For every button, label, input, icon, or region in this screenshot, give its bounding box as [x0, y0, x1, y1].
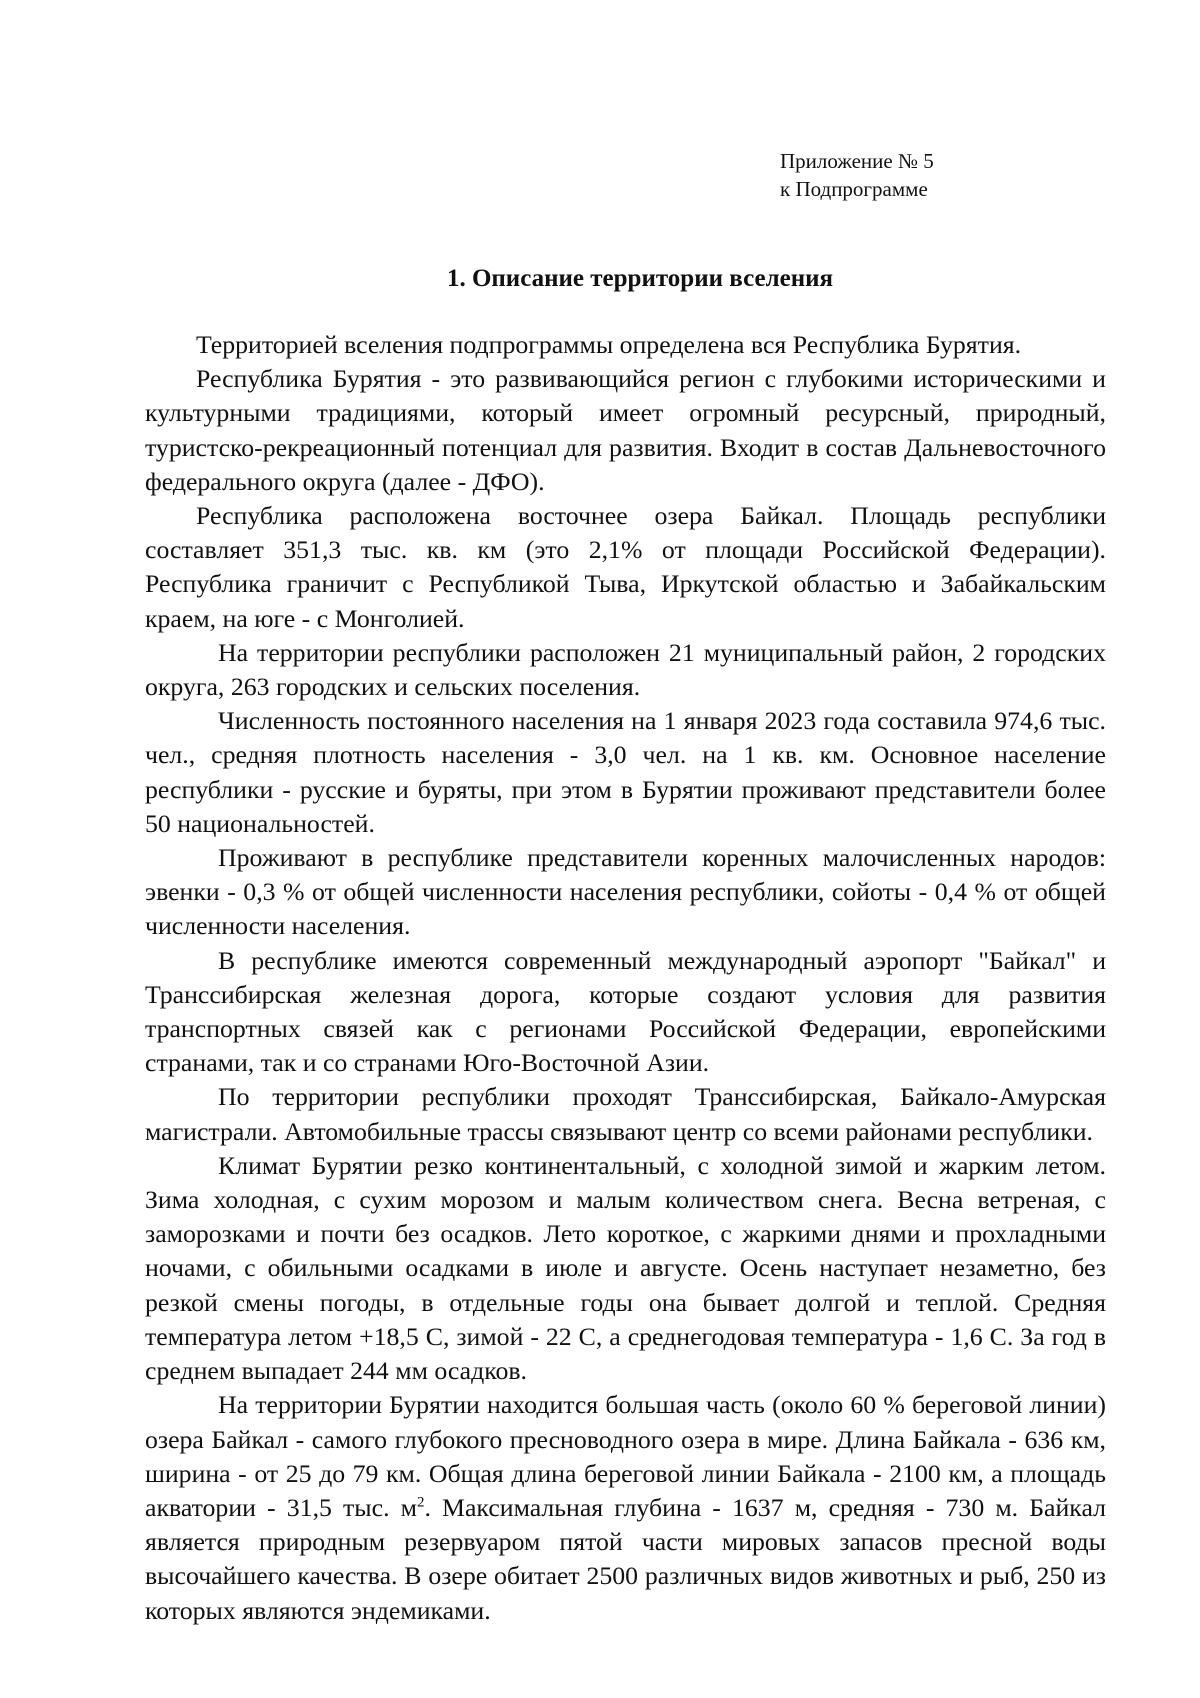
paragraph-5: Численность постоянного населения на 1 января 2023 года составила 974,6 тыс. чел., средняя плотность населения - 3,0 чел. на 1 кв. км. Основное население республики - русские и буряты, при этом в Бурятии проживают представители более 50 национальностей.: [145, 706, 1106, 838]
body-text: [145, 328, 1106, 1628]
paragraph-10-text-a: На территории Бурятии находится большая часть (около 60 % береговой линии) озера Байкал - самого глубокого пресноводного озера в мире. Длина Байкала - 636 км, ширина - от 25 до 79 км. Общая длина береговой линии Байкала - 2100 км, а площадь акватории - 31,5 тыс. м: [145, 1390, 1106, 1522]
paragraph-4: На территории республики расположен 21 муниципальный район, 2 городских округа, 263 городских и сельских поселения.: [145, 637, 1106, 702]
paragraph-10-text-b: . Максимальная глубина - 1637 м, средняя - 730 м. Байкал является природным резервуаром пятой части мировых запасов пресной воды высочайшего качества. В озере обитает 2500 различных видов животных и рыб, 250 из которых являются эндемиками.: [145, 1492, 1106, 1625]
square-superscript: 2: [416, 1494, 425, 1511]
paragraph-3: Республика расположена восточнее озера Байкал. Площадь республики составляет 351,3 тыс. кв. км (это 2,1% от площади Российской Федерации). Республика граничит с Республикой Тыва, Иркутской областью и Забайкальским краем, на юге - с Монголией.: [145, 501, 1106, 633]
paragraph-1: Территорией вселения подпрограммы определена вся Республика Бурятия.: [196, 330, 1022, 359]
paragraph-10: [145, 1388, 1106, 1627]
paragraph-8: По территории республики проходят Транссибирская, Байкало-Амурская магистрали. Автомобильные трассы связывают центр со всеми районами республики.: [145, 1082, 1106, 1146]
section-title: 1. Описание территории вселения: [446, 265, 834, 292]
paragraph-9: Климат Бурятии резко континентальный, с холодной зимой и жарким летом. Зима холодная, с сухим морозом и малым количеством снега. Весна ветреная, с заморозками и почти без осадков. Лето короткое, с жаркими днями и прохладными ночами, с обильными осадками в июле и августе. Осень наступает незаметно, без резкой смены погоды, в отдельные годы она бывает долгой и теплой. Средняя температура летом +18,5 С, зимой - 22 С, а среднегодовая температура - 1,6 С. За год в среднем выпадает 244 мм осадков.: [145, 1150, 1106, 1386]
appendix-number: Приложение № 5: [780, 149, 934, 173]
appendix-label: [780, 147, 934, 203]
paragraph-7: В республике имеются современный международный аэропорт "Байкал" и Транссибирская железная дорога, которые создают условия для развития транспортных связей как с регионами Российской Федерации, европейскими странами, так и со странами Юго-Восточной Азии.: [145, 945, 1106, 1078]
appendix-reference: к Подпрограмме: [780, 177, 928, 201]
paragraph-6: Проживают в республике представители коренных малочисленных народов: эвенки - 0,3 % от общей численности населения республики, сойоты - 0,4 % от общей численности населения.: [145, 843, 1106, 941]
paragraph-2: Республика Бурятия - это развивающийся регион с глубокими историческими и культурными традициями, который имеет огромный ресурсный, природный, туристско-рекреационный потенциал для развития. Входит в состав Дальневосточного федерального округа (далее - ДФО).: [145, 364, 1106, 496]
